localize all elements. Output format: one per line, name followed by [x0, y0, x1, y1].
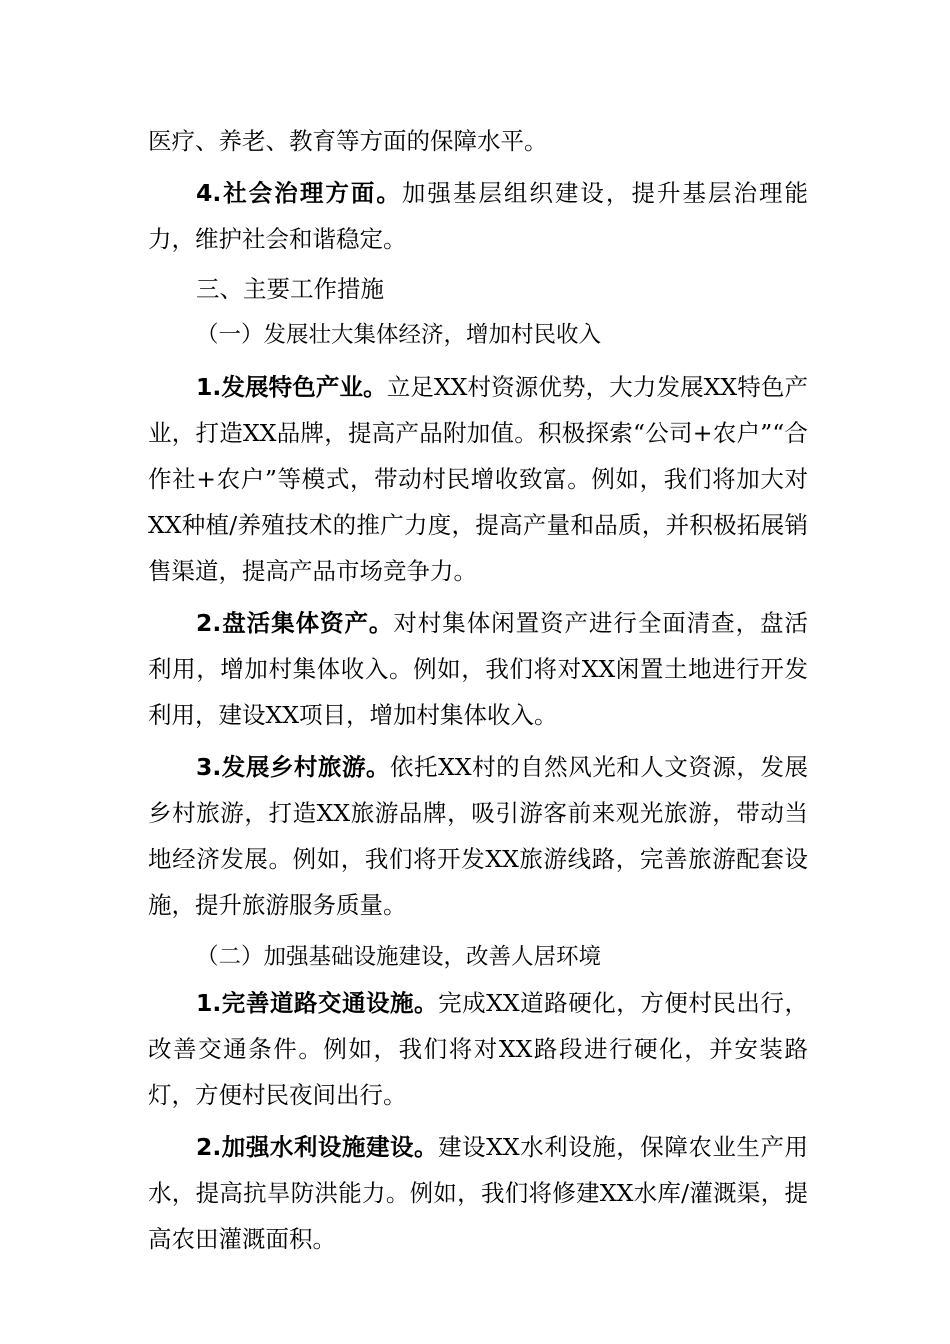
subsection-heading-infrastructure: （二）加强基础设施建设，改善人居环境	[196, 944, 602, 970]
document-page	[148, 118, 808, 1262]
paragraph-body: 完成XX道路硬化，方便村民出行，改善交通条件。例如，我们将对XX路段进行硬化，并安装路灯，方便村民夜间出行。	[148, 989, 808, 1109]
paragraph-continuation: 医疗、养老、教育等方面的保障水平。	[148, 127, 548, 155]
section-heading-main-measures: 三、主要工作措施	[196, 275, 384, 303]
paragraph-social-governance	[148, 170, 808, 262]
paragraph-lead: 4.社会治理方面。	[196, 179, 402, 207]
subsection-heading-collective-economy: （一）发展壮大集体经济，增加村民收入	[196, 322, 602, 348]
paragraph-collective-assets	[148, 600, 808, 738]
paragraph-body: 依托XX村的自然风光和人文资源，发展乡村旅游，打造XX旅游品牌，吸引游客前来观光旅游，带动当地经济发展。例如，我们将开发XX旅游线路，完善旅游配套设施，提升旅游服务质量。	[148, 753, 808, 919]
paragraph-water-conservancy	[148, 1124, 808, 1262]
paragraph-specialty-industry	[148, 364, 808, 594]
paragraph-body: 立足XX村资源优势，大力发展XX特色产业，打造XX品牌，提高产品附加值。积极探索“公司+农户”“合作社+农户”等模式，带动村民增收致富。例如，我们将加大对XX种植/养殖技术的推广力度，提高产量和品质，并积极拓展销售渠道，提高产品市场竞争力。	[148, 373, 809, 585]
paragraph-lead: 2.盘活集体资产。	[196, 609, 394, 637]
paragraph-body: 加强基层组织建设，提升基层治理能力，维护社会和谐稳定。	[148, 179, 809, 253]
paragraph-lead: 3.发展乡村旅游。	[196, 753, 391, 781]
paragraph-road-transport	[148, 980, 808, 1118]
paragraph-lead: 2.加强水利设施建设。	[196, 1133, 439, 1161]
paragraph-body: 建设XX水利设施，保障农业生产用水，提高抗旱防洪能力。例如，我们将修建XX水库/灌溉渠，提高农田灌溉面积。	[148, 1133, 808, 1253]
paragraph-rural-tourism	[148, 744, 808, 928]
paragraph-body: 对村集体闲置资产进行全面清查，盘活利用，增加村集体收入。例如，我们将对XX闲置土地进行开发利用，建设XX项目，增加村集体收入。	[148, 609, 809, 729]
paragraph-lead: 1.完善道路交通设施。	[196, 989, 439, 1017]
paragraph-lead: 1.发展特色产业。	[196, 373, 387, 401]
